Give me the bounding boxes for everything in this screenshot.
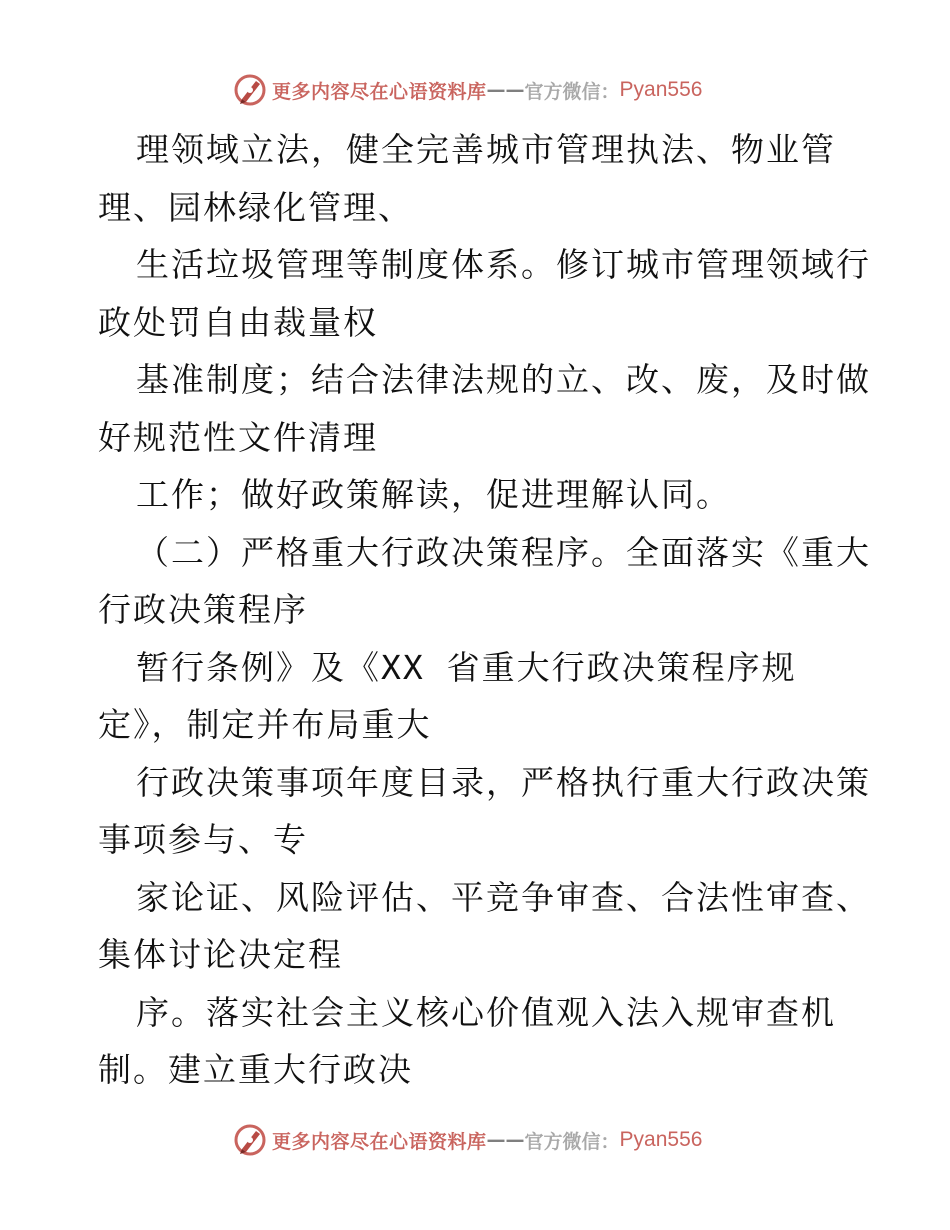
banner-dash: —— [486, 1129, 525, 1151]
text-line: 家论证、风险评估、平竞争审查、合法性审查、 [136, 877, 871, 917]
footer-watermark-banner [232, 1120, 702, 1160]
banner-text: 更多内容尽在心语资料库 [272, 80, 487, 103]
text-line: 定》，制定并布局重大 [98, 705, 432, 744]
text-line: 政处罚自由裁量权 [98, 302, 378, 342]
text-line: 好规范性文件清理 [98, 417, 378, 457]
text-line: 理领域立法，健全完善城市管理执法、物业管 [136, 130, 836, 169]
text-line: 基准制度；结合法律法规的立、改、废，及时做 [136, 360, 871, 399]
text-line: （二）严格重大行政决策程序。全面落实《重大 [136, 532, 871, 572]
text-line: 理、园林绿化管理、 [98, 187, 413, 227]
banner-wechat-id: Pyan556 [619, 78, 703, 101]
text-line: 行政决策程序 [98, 590, 308, 629]
text-line: 工作；做好政策解读，促进理解认同。 [136, 475, 731, 514]
text-line: 制。建立重大行政决 [98, 1050, 413, 1089]
text-line: 序。落实社会主义核心价值观入法入规审查机 [136, 992, 836, 1032]
document-body [98, 121, 898, 1099]
banner-dash: —— [486, 79, 525, 101]
text-line: 暂行条例》及《XX 省重大行政决策程序规 [136, 647, 797, 687]
text-line: 行政决策事项年度目录，严格执行重大行政决策 [136, 762, 871, 802]
text-line: 事项参与、专 [98, 820, 308, 859]
banner-wechat-id: Pyan556 [619, 1128, 703, 1151]
text-line: 生活垃圾管理等制度体系。修订城市管理领域行 [136, 245, 871, 284]
pen-logo-icon [232, 1122, 268, 1158]
banner-text: 更多内容尽在心语资料库 [272, 1130, 487, 1153]
text-line: 集体讨论决定程 [98, 935, 343, 974]
banner-wechat-label: 官方微信： [524, 1130, 620, 1153]
banner-wechat-label: 官方微信： [524, 80, 620, 103]
header-watermark-banner [232, 70, 702, 110]
pen-logo-icon [232, 72, 268, 108]
